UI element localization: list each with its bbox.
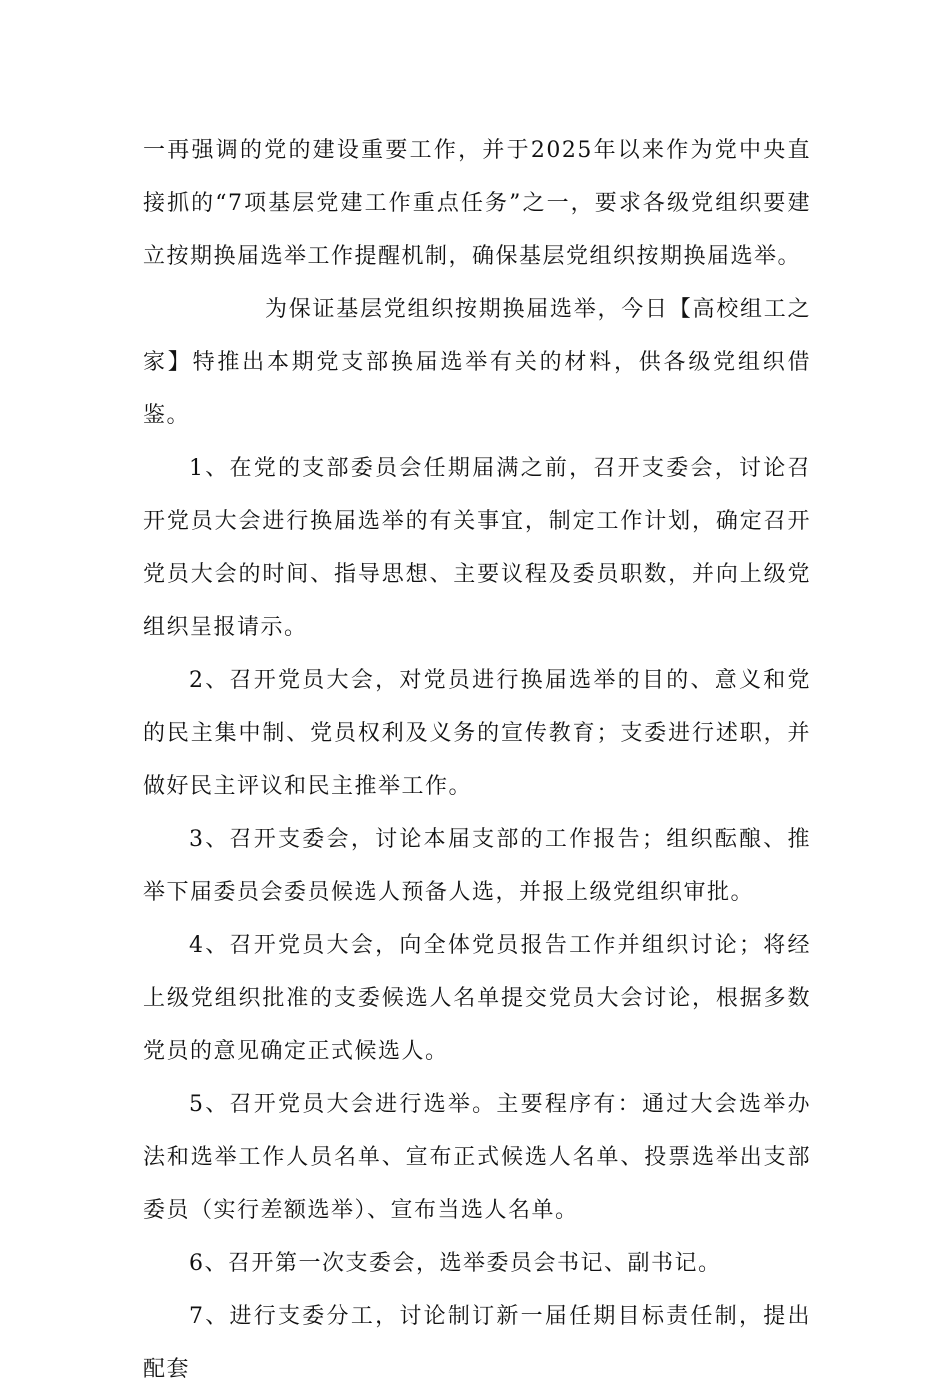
paragraph-step-6: 6、召开第一次支委会，选举委员会书记、副书记。 [189,1251,722,1276]
document-body [143,124,811,1396]
paragraph-purpose: 为保证基层党组织按期换届选举，今日【高校组工之家】特推出本期党支部换届选举有关的材料，供各级党组织借鉴。 [143,297,811,428]
paragraph-step-7: 7、进行支委分工，讨论制订新一届任期目标责任制，提出配套 [143,1304,811,1382]
paragraph-step-3: 3、召开支委会，讨论本届支部的工作报告；组织酝酿、推举下届委员会委员候选人预备人选，并报上级党组织审批。 [143,827,811,905]
paragraph-step-5: 5、召开党员大会进行选举。主要程序有：通过大会选举办法和选举工作人员名单、宣布正式候选人名单、投票选举出支部委员（实行差额选举）、宣布当选人名单。 [143,1092,811,1223]
paragraph-intro: 一再强调的党的建设重要工作，并于2025年以来作为党中央直接抓的“7项基层党建工作重点任务”之一，要求各级党组织要建立按期换届选举工作提醒机制，确保基层党组织按期换届选举。 [143,138,811,269]
paragraph-step-2: 2、召开党员大会，对党员进行换届选举的目的、意义和党的民主集中制、党员权利及义务的宣传教育；支委进行述职，并做好民主评议和民主推举工作。 [143,668,811,799]
paragraph-step-1: 1、在党的支部委员会任期届满之前，召开支委会，讨论召开党员大会进行换届选举的有关事宜，制定工作计划，确定召开党员大会的时间、指导思想、主要议程及委员职数，并向上级党组织呈报请示。 [143,456,811,640]
paragraph-step-4: 4、召开党员大会，向全体党员报告工作并组织讨论；将经上级党组织批准的支委候选人名单提交党员大会讨论，根据多数党员的意见确定正式候选人。 [143,933,811,1064]
